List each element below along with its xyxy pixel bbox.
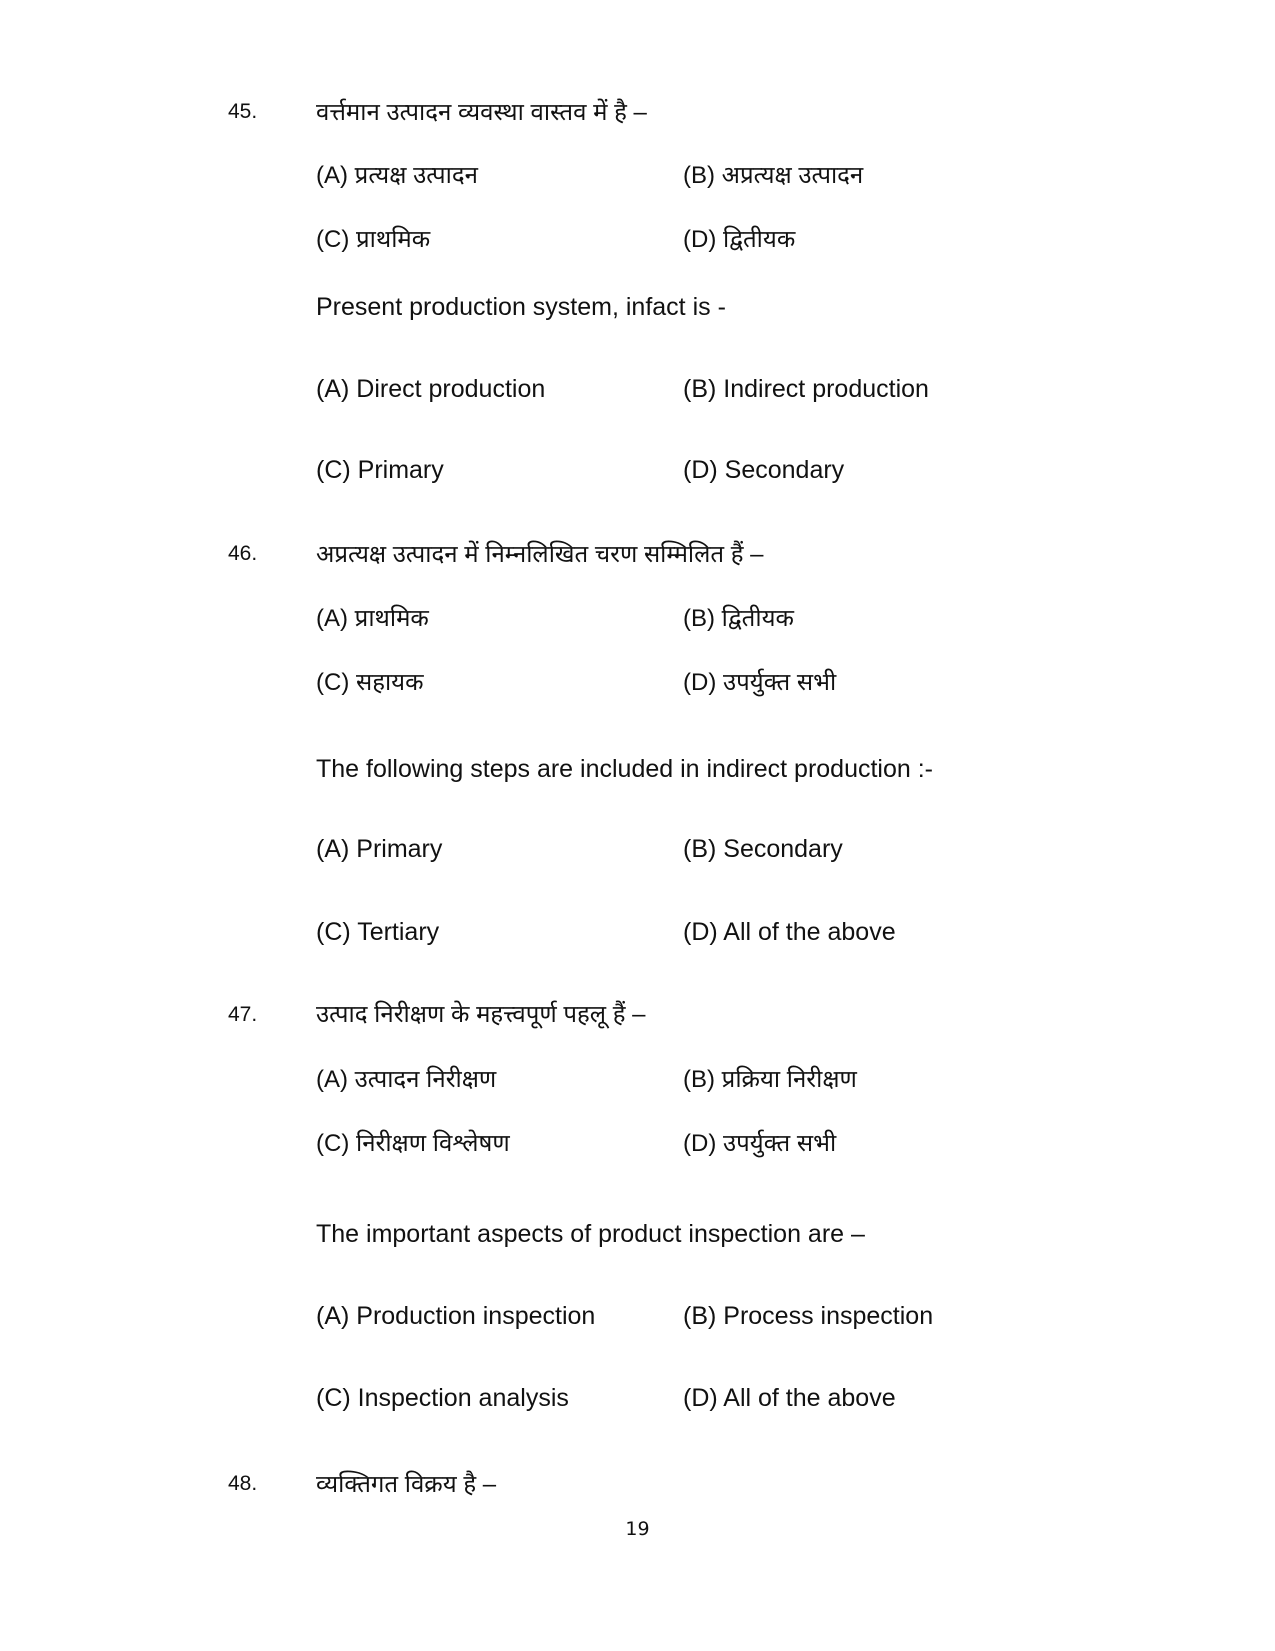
option-a-english: (A) Production inspection xyxy=(316,1302,596,1330)
option-a-hindi: (A) प्राथमिक xyxy=(316,605,429,632)
option-d-english: (D) All of the above xyxy=(683,918,896,946)
question-text-hindi: वर्त्तमान उत्पादन व्यवस्था वास्तव में है – xyxy=(316,99,647,126)
page-number: 19 xyxy=(625,1518,650,1540)
option-d-hindi: (D) उपर्युक्त सभी xyxy=(683,1130,837,1157)
question-text-english: Present production system, infact is - xyxy=(316,293,726,321)
option-b-english: (B) Secondary xyxy=(683,835,843,863)
option-c-hindi: (C) सहायक xyxy=(316,669,424,696)
option-d-hindi: (D) द्वितीयक xyxy=(683,226,796,253)
option-d-english: (D) Secondary xyxy=(683,456,845,484)
question-number: 48. xyxy=(228,1472,258,1495)
option-b-english: (B) Indirect production xyxy=(683,375,929,403)
option-b-hindi: (B) द्वितीयक xyxy=(683,605,794,632)
option-a-english: (A) Primary xyxy=(316,835,443,863)
option-c-english: (C) Inspection analysis xyxy=(316,1384,569,1412)
question-text-hindi: अप्रत्यक्ष उत्पादन में निम्नलिखित चरण सम्मिलित हैं – xyxy=(316,541,764,568)
option-a-english: (A) Direct production xyxy=(316,375,546,403)
question-text-english: The important aspects of product inspection are – xyxy=(316,1220,865,1248)
question-text-english: The following steps are included in indirect production :- xyxy=(316,755,934,783)
option-c-hindi: (C) प्राथमिक xyxy=(316,226,431,253)
question-text-hindi: उत्पाद निरीक्षण के महत्त्वपूर्ण पहलू हैं – xyxy=(316,1001,646,1028)
question-number: 45. xyxy=(228,100,258,123)
option-a-hindi: (A) प्रत्यक्ष उत्पादन xyxy=(316,162,478,189)
option-d-english: (D) All of the above xyxy=(683,1384,896,1412)
option-a-hindi: (A) उत्पादन निरीक्षण xyxy=(316,1066,497,1093)
option-c-hindi: (C) निरीक्षण विश्लेषण xyxy=(316,1130,510,1157)
option-b-hindi: (B) अप्रत्यक्ष उत्पादन xyxy=(683,162,864,189)
option-b-hindi: (B) प्रक्रिया निरीक्षण xyxy=(683,1066,857,1093)
question-number: 47. xyxy=(228,1003,258,1026)
option-d-hindi: (D) उपर्युक्त सभी xyxy=(683,669,837,696)
option-c-english: (C) Tertiary xyxy=(316,918,440,946)
question-number: 46. xyxy=(228,542,258,565)
option-b-english: (B) Process inspection xyxy=(683,1302,934,1330)
option-c-english: (C) Primary xyxy=(316,456,444,484)
question-text-hindi: व्यक्तिगत विक्रय है – xyxy=(316,1471,497,1498)
